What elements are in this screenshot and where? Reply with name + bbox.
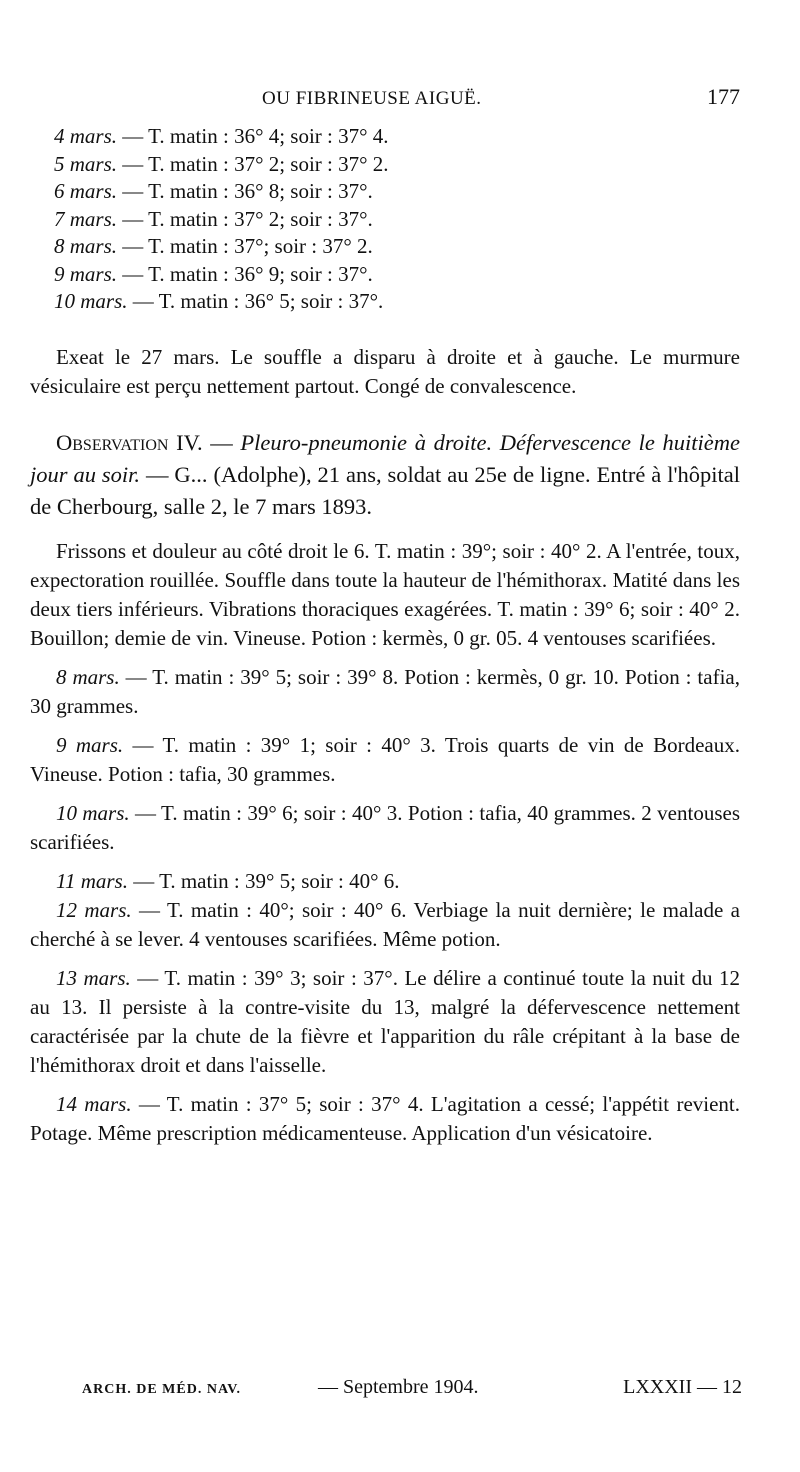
- entry-text: — T. matin : 36° 5; soir : 37°.: [127, 289, 384, 313]
- entry-date: 5 mars.: [54, 151, 118, 176]
- entry-date: 10 mars.: [54, 289, 128, 313]
- entry-date: 8 mars.: [54, 234, 118, 258]
- entry-text: — T. matin : 37° 2; soir : 37°.: [117, 206, 373, 231]
- observation-text: — G... (Adolphe), 21 ans, soldat au 25e de ligne. Entré à l'hôpital de Cherbourg, salle 2, le 7 mars 1893.: [30, 462, 740, 519]
- entry-text: — T. matin : 39° 5; soir : 40° 6.: [127, 869, 400, 893]
- document-page: [30, 0, 770, 1472]
- entry-paragraph: [30, 867, 740, 896]
- running-title: OU FIBRINEUSE AIGUË.: [262, 88, 482, 109]
- temperature-row: [54, 152, 654, 180]
- entry-paragraph: [30, 731, 740, 789]
- entry-text: — T. matin : 39° 5; soir : 39° 8. Potion : kermès, 0 gr. 10. Potion : tafia, 30 grammes.: [30, 665, 740, 718]
- entry-text: — T. matin : 36° 8; soir : 37°.: [117, 179, 373, 203]
- entry-date: 10 mars.: [56, 801, 130, 825]
- entry-text: — T. matin : 39° 1; soir : 40° 3. Trois quarts de vin de Bordeaux. Vineuse. Potion : tafia, 30 grammes.: [30, 733, 740, 786]
- page-number: 177: [707, 84, 740, 109]
- footer-signature: LXXXII — 12: [623, 1376, 742, 1398]
- entry-date: 4 mars.: [54, 124, 118, 148]
- observation-title: Pleuro-pneumonie à droite. Défervescence le huitième jour au soir.: [30, 430, 740, 487]
- entry-paragraph: [30, 1090, 740, 1148]
- temperature-row: [54, 234, 654, 262]
- entry-text: — T. matin : 40°; soir : 40° 6. Verbiage la nuit dernière; le malade a cherché à se lever. 4 ventouses scarifiées. Même potion.: [30, 898, 740, 951]
- temperature-row: [54, 262, 654, 290]
- entry-paragraph: [30, 896, 740, 954]
- temperature-row: [54, 289, 654, 317]
- entry-text: — T. matin : 36° 9; soir : 37°.: [117, 261, 373, 286]
- entry-paragraph: [30, 663, 740, 721]
- entry-paragraph: [30, 964, 740, 1080]
- entry-date: 13 mars.: [56, 966, 131, 990]
- body-text: [30, 343, 740, 1158]
- temperature-row: [54, 124, 654, 152]
- exeat-paragraph: Exeat le 27 mars. Le souffle a disparu à droite et à gauche. Le murmure vésiculaire est perçu nettement partout. Congé de convalescence.: [30, 345, 740, 398]
- entry-date: 6 mars.: [54, 179, 118, 203]
- entry-text: — T. matin : 37° 5; soir : 37° 4. L'agitation a cessé; l'appétit revient. Potage. Même prescription médicamenteuse. Application d'un vésicatoire.: [30, 1092, 741, 1145]
- entry-date: 14 mars.: [56, 1092, 132, 1116]
- observation-label: Observation IV.: [56, 430, 203, 455]
- page-footer: [82, 1376, 742, 1406]
- observation-dash: —: [202, 430, 241, 455]
- entry-text: — T. matin : 39° 6; soir : 40° 3. Potion : tafia, 40 grammes. 2 ventouses scarifiées.: [30, 801, 741, 854]
- footer-date: — Septembre 1904.: [318, 1376, 479, 1398]
- entry-date: 8 mars.: [56, 665, 120, 689]
- footer-journal: ARCH. DE MÉD. NAV.: [82, 1382, 242, 1397]
- entry-date: 12 mars.: [56, 898, 132, 922]
- entry-text: — T. matin : 39° 3; soir : 37°. Le délire a continué toute la nuit du 12 au 13. Il persiste à la contre-visite du 13, malgré la défervescence nettement caractérisée par la chute de la fièvre et l'apparition du râle crépitant à la base de l'hémithorax droit et dans l'aisselle.: [30, 966, 740, 1077]
- entry-date: 11 mars.: [56, 869, 128, 893]
- entry-date: 9 mars.: [54, 261, 118, 286]
- temperature-row: [54, 179, 654, 207]
- temperature-row: [54, 207, 654, 235]
- temperature-list: [54, 124, 654, 317]
- entry-paragraph: [30, 537, 740, 653]
- entry-text: — T. matin : 37° 2; soir : 37° 2.: [117, 151, 389, 176]
- entry-paragraph: [30, 799, 740, 857]
- entry-text: — T. matin : 36° 4; soir : 37° 4.: [117, 124, 389, 148]
- entry-text: — T. matin : 37°; soir : 37° 2.: [117, 234, 373, 258]
- observation-heading: [30, 427, 740, 523]
- running-head: [30, 84, 740, 114]
- entry-date: 7 mars.: [54, 206, 118, 231]
- entry-text: Frissons et douleur au côté droit le 6. T. matin : 39°; soir : 40° 2. A l'entrée, toux, expectoration rouillée. Souffle dans toute la hauteur de l'hémithorax. Matité dans les deux tiers inférieurs. Vibrations thoraciques exagérées. T. matin : 39° 6; soir : 40° 2. Bouillon; demie de vin. Vineuse. Potion : kermès, 0 gr. 05. 4 ventouses scarifiées.: [30, 539, 740, 650]
- entry-date: 9 mars.: [56, 733, 124, 757]
